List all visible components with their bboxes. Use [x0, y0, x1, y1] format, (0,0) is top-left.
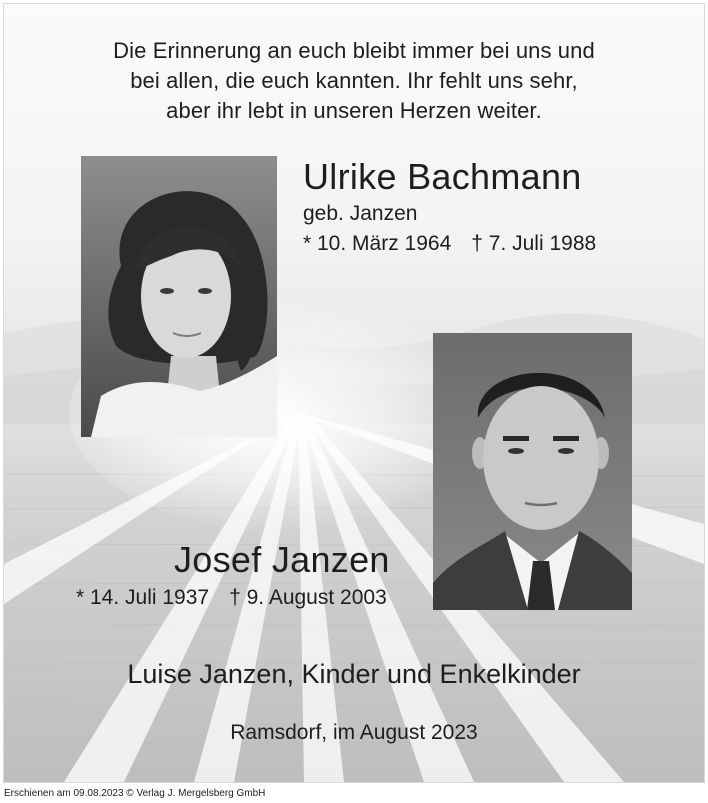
birth-date-ulrike: * 10. März 1964 — [303, 232, 452, 255]
obituary-card — [3, 3, 705, 783]
verse-line-1: Die Erinnerung an euch bleibt immer bei uns und — [113, 38, 595, 63]
verse-line-3: aber ihr lebt in unseren Herzen weiter. — [166, 98, 542, 123]
verse-line-2: bei allen, die euch kannten. Ihr fehlt uns sehr, — [130, 68, 578, 93]
name-josef: Josef Janzen — [174, 539, 390, 580]
life-dates-ulrike — [303, 231, 596, 257]
memorial-verse — [4, 36, 704, 126]
death-date-josef: † 9. August 2003 — [229, 586, 387, 609]
name-ulrike: Ulrike Bachmann — [303, 156, 582, 197]
portrait-photo-ulrike — [81, 156, 277, 437]
mourners-line: Luise Janzen, Kinder und Enkelkinder — [127, 659, 581, 689]
place-and-date: Ramsdorf, im August 2023 — [230, 721, 478, 744]
birth-name-ulrike: geb. Janzen — [303, 202, 418, 225]
portrait-photo-josef — [433, 333, 632, 610]
publication-footer: Erschienen am 09.08.2023 © Verlag J. Mergelsberg GmbH — [4, 788, 266, 799]
life-dates-josef — [76, 585, 387, 611]
birth-date-josef: * 14. Juli 1937 — [76, 586, 210, 609]
death-date-ulrike: † 7. Juli 1988 — [471, 232, 597, 255]
